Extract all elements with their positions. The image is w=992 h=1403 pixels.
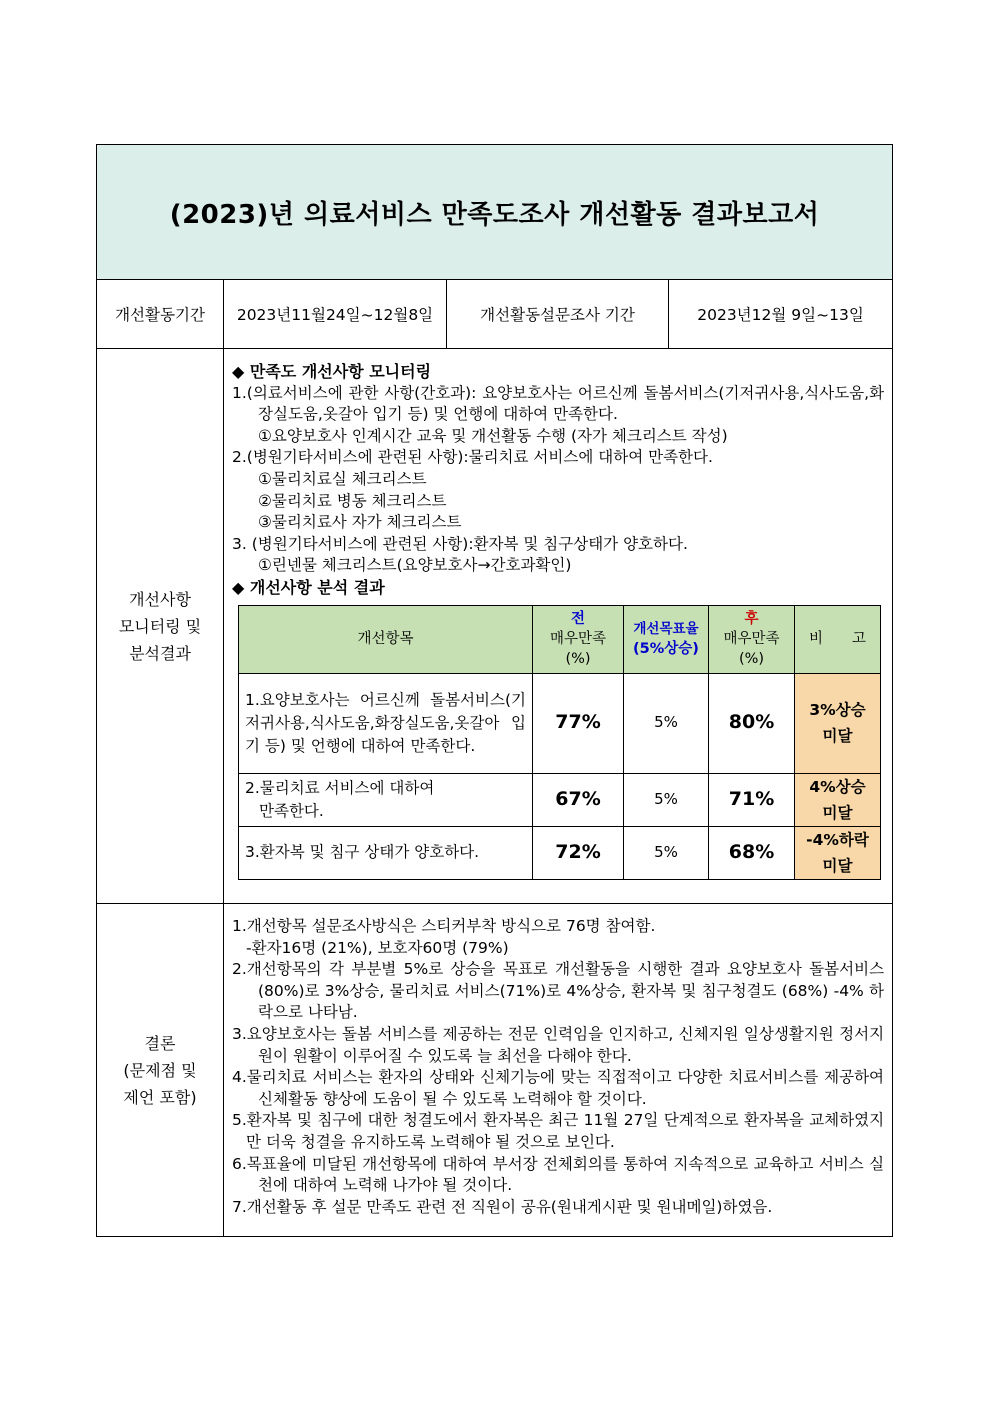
col-after-header: 후 매우만족 (%): [709, 605, 795, 673]
row-note: -4%하락 미달: [795, 826, 881, 879]
conclusion-item: 5.환자복 및 침구에 대한 청결도에서 환자복은 최근 11월 27일 단계적으로 환자복을 교체하였지만 더욱 청결을 유지하도록 노력해야 될 것으로 보인다.: [232, 1111, 885, 1151]
conclusion-item: 6.목표율에 미달된 개선항목에 대하여 부서장 전체회의를 통하여 지속적으로 교육하고 서비스 실천에 대하여 노력해 나가야 될 것이다.: [232, 1154, 885, 1195]
table-row: [239, 773, 881, 826]
table-row: [239, 826, 881, 879]
analysis-table-header: [239, 605, 881, 673]
table-row: [239, 673, 881, 773]
row-item: 2.물리치료 서비스에 대하여 만족한다.: [239, 773, 533, 826]
row-target: 5%: [624, 773, 709, 826]
row-note: 4%상승 미달: [795, 773, 881, 826]
conclusion-item: 4.물리치료 서비스는 환자의 상태와 신체기능에 맞는 직접적이고 다양한 치료서비스를 제공하여 신체활동 향상에 도움이 될 수 있도록 노력해야 할 것이다.: [232, 1068, 885, 1108]
conclusion-item: 3.요양보호사는 돌봄 서비스를 제공하는 전문 인력임을 인지하고, 신체지원 일상생활지원 정서지원이 원활이 이루어질 수 있도록 늘 최선을 다해야 한다.: [232, 1024, 885, 1065]
survey-period-value: 2023년12월 9일~13일: [669, 280, 893, 349]
monitoring-sub-item: ①요양보호사 인계시간 교육 및 개선활동 수행 (자가 체크리스트 작성): [258, 426, 728, 445]
monitoring-label: 개선사항 모니터링 및 분석결과: [97, 349, 224, 904]
monitoring-sub-item: ①린넨물 체크리스트(요양보호사→간호과확인): [258, 556, 572, 575]
activity-period-value: 2023년11월24일~12월8일: [224, 280, 447, 349]
analysis-table: [238, 605, 881, 880]
row-item: 1.요양보호사는 어르신께 돌봄서비스(기저귀사용,식사도움,화장실도움,옷갈아 입기 등) 및 언행에 대하여 만족한다.: [239, 673, 533, 773]
monitoring-sub-item: ②물리치료 병동 체크리스트: [258, 491, 447, 510]
conclusion-item: 2.개선항목의 각 부분별 5%로 상승을 목표로 개선활동을 시행한 결과 요양보호사 돌봄서비스(80%)로 3%상승, 물리치료 서비스(71%)로 4%상승, 환자복 및 침구청결도 (68%) -4% 하락으로 나타남.: [232, 960, 885, 1022]
row-after: 68%: [709, 826, 795, 879]
survey-period-label: 개선활동설문조사 기간: [447, 280, 669, 349]
conclusion-label: 결론 (문제점 및 제언 포함): [97, 904, 224, 1237]
analysis-heading: ◆ 개선사항 분석 결과: [232, 577, 385, 597]
row-item: 3.환자복 및 침구 상태가 양호하다.: [239, 826, 533, 879]
row-target: 5%: [624, 673, 709, 773]
monitoring-item: 3. (병원기타서비스에 관련된 사항):환자복 및 침구상태가 양호하다.: [232, 534, 688, 553]
conclusion-content: [224, 904, 893, 1237]
col-item-header: 개선항목: [239, 605, 533, 673]
monitoring-sub-item: ③물리치료사 자가 체크리스트: [258, 513, 462, 532]
report-title: (2023)년 의료서비스 만족도조사 개선활동 결과보고서: [97, 145, 893, 280]
monitoring-item: 1.(의료서비스에 관한 사항(간호과): 요양보호사는 어르신께 돌봄서비스(기저귀사용,식사도움,화장실도움,옷갈아 입기 등) 및 언행에 대하여 만족한다.: [232, 383, 885, 424]
monitoring-sub-item: ①물리치료실 체크리스트: [258, 469, 427, 488]
monitoring-item: 2.(병원기타서비스에 관련된 사항):물리치료 서비스에 대하여 만족한다.: [232, 448, 713, 467]
row-note: 3%상승 미달: [795, 673, 881, 773]
row-before: 72%: [533, 826, 624, 879]
row-target: 5%: [624, 826, 709, 879]
conclusion-item: 7.개선활동 후 설문 만족도 관련 전 직원이 공유(원내게시판 및 원내메일)하였음.: [232, 1197, 773, 1216]
monitoring-content: [224, 349, 893, 904]
activity-period-label: 개선활동기간: [97, 280, 224, 349]
row-before: 67%: [533, 773, 624, 826]
conclusion-sub-item: -환자16명 (21%), 보호자60명 (79%): [246, 938, 509, 957]
monitoring-heading: ◆ 만족도 개선사항 모니터링: [232, 362, 432, 381]
row-before: 77%: [533, 673, 624, 773]
report-form: [96, 144, 893, 1237]
row-after: 80%: [709, 673, 795, 773]
col-note-header: 비 고: [795, 605, 881, 673]
col-target-header: 개선목표율 (5%상승): [624, 605, 709, 673]
row-after: 71%: [709, 773, 795, 826]
col-before-header: 전 매우만족 (%): [533, 605, 624, 673]
conclusion-item: 1.개선항목 설문조사방식은 스티커부착 방식으로 76명 참여함.: [232, 917, 656, 935]
